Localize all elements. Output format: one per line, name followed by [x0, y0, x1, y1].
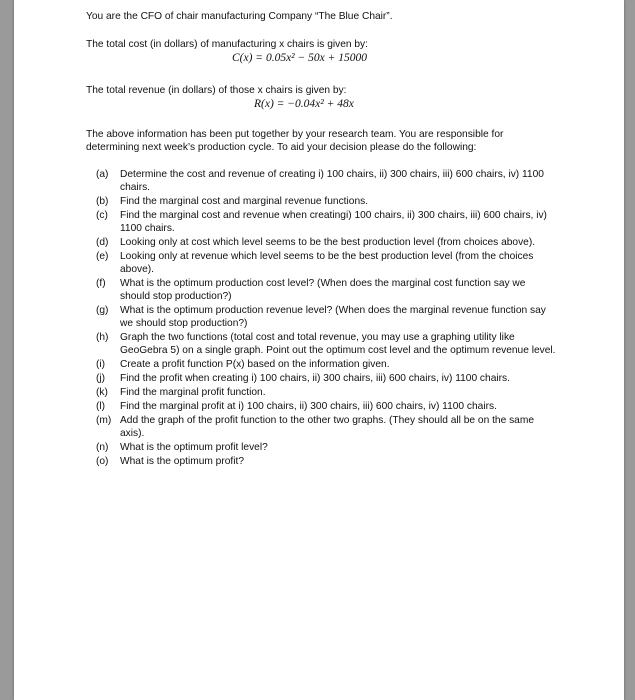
task-text: What is the optimum production cost level? (When does the marginal cost function say we should stop production?)	[120, 278, 526, 302]
task-label: (l)	[96, 401, 106, 412]
task-text: Looking only at cost which level seems to be the best production level (from choices above).	[120, 237, 536, 248]
task-text: Graph the two functions (total cost and total revenue, you may use a graphing utility like GeoGebra 5) on a single graph. Point out the optimum cost level and the optimum revenue level.	[120, 332, 556, 356]
task-text: Find the profit when creating i) 100 chairs, ii) 300 chairs, iii) 600 chairs, iv) 1100 chairs.	[120, 373, 510, 384]
task-text: Find the marginal cost and revenue when creatingi) 100 chairs, ii) 300 chairs, iii) 600 chairs, iv) 1100 chairs.	[120, 210, 547, 234]
task-text: Find the marginal cost and marginal revenue functions.	[120, 196, 369, 207]
task-label: (g)	[96, 305, 109, 316]
task-label: (o)	[96, 456, 109, 467]
instructions-text: The above information has been put together by your research team. You are responsible for determining next week’s production cycle. To aid your decision please do the following:	[86, 129, 504, 153]
task-text: Determine the cost and revenue of creating i) 100 chairs, ii) 300 chairs, iii) 600 chairs, iv) 1100 chairs.	[120, 169, 544, 193]
task-item	[96, 455, 556, 468]
task-item	[96, 441, 556, 454]
task-label: (f)	[96, 278, 106, 289]
revenue-intro: The total revenue (in dollars) of those x chairs is given by:	[86, 85, 347, 96]
task-item	[96, 386, 556, 399]
task-item	[96, 358, 556, 371]
task-text: What is the optimum production revenue level? (When does the marginal revenue function say we should stop production?)	[120, 305, 546, 329]
task-item	[96, 277, 556, 303]
task-label: (d)	[96, 237, 109, 248]
revenue-formula: R(x) = −0.04x² + 48x	[254, 98, 354, 110]
task-item	[96, 331, 556, 357]
task-text: Add the graph of the profit function to the other two graphs. (They should all be on the same axis).	[120, 415, 534, 439]
task-label: (a)	[96, 169, 109, 180]
task-item	[96, 400, 556, 413]
task-item	[96, 372, 556, 385]
task-label: (j)	[96, 373, 106, 384]
task-list	[86, 168, 556, 468]
task-label: (k)	[96, 387, 108, 398]
task-label: (n)	[96, 442, 109, 453]
intro-text: You are the CFO of chair manufacturing Company “The Blue Chair”.	[86, 11, 393, 22]
task-item	[96, 250, 556, 276]
document-content	[86, 10, 556, 469]
task-text: Looking only at revenue which level seems to be the best production level (from the choices above).	[120, 251, 534, 275]
task-text: Create a profit function P(x) based on the information given.	[120, 359, 390, 370]
task-label: (m)	[96, 415, 112, 426]
cost-formula: C(x) = 0.05x² − 50x + 15000	[232, 52, 367, 64]
task-label: (h)	[96, 332, 109, 343]
task-item	[96, 195, 556, 208]
task-label: (e)	[96, 251, 109, 262]
task-item	[96, 236, 556, 249]
task-text: What is the optimum profit?	[120, 456, 244, 467]
task-text: What is the optimum profit level?	[120, 442, 268, 453]
cost-intro: The total cost (in dollars) of manufacturing x chairs is given by:	[86, 39, 368, 50]
task-label: (b)	[96, 196, 109, 207]
task-item	[96, 304, 556, 330]
document-page	[14, 0, 624, 700]
task-label: (c)	[96, 210, 108, 221]
task-text: Find the marginal profit at i) 100 chairs, ii) 300 chairs, iii) 600 chairs, iv) 1100 chairs.	[120, 401, 497, 412]
task-item	[96, 209, 556, 235]
task-item	[96, 414, 556, 440]
task-item	[96, 168, 556, 194]
task-label: (i)	[96, 359, 106, 370]
task-text: Find the marginal profit function.	[120, 387, 266, 398]
